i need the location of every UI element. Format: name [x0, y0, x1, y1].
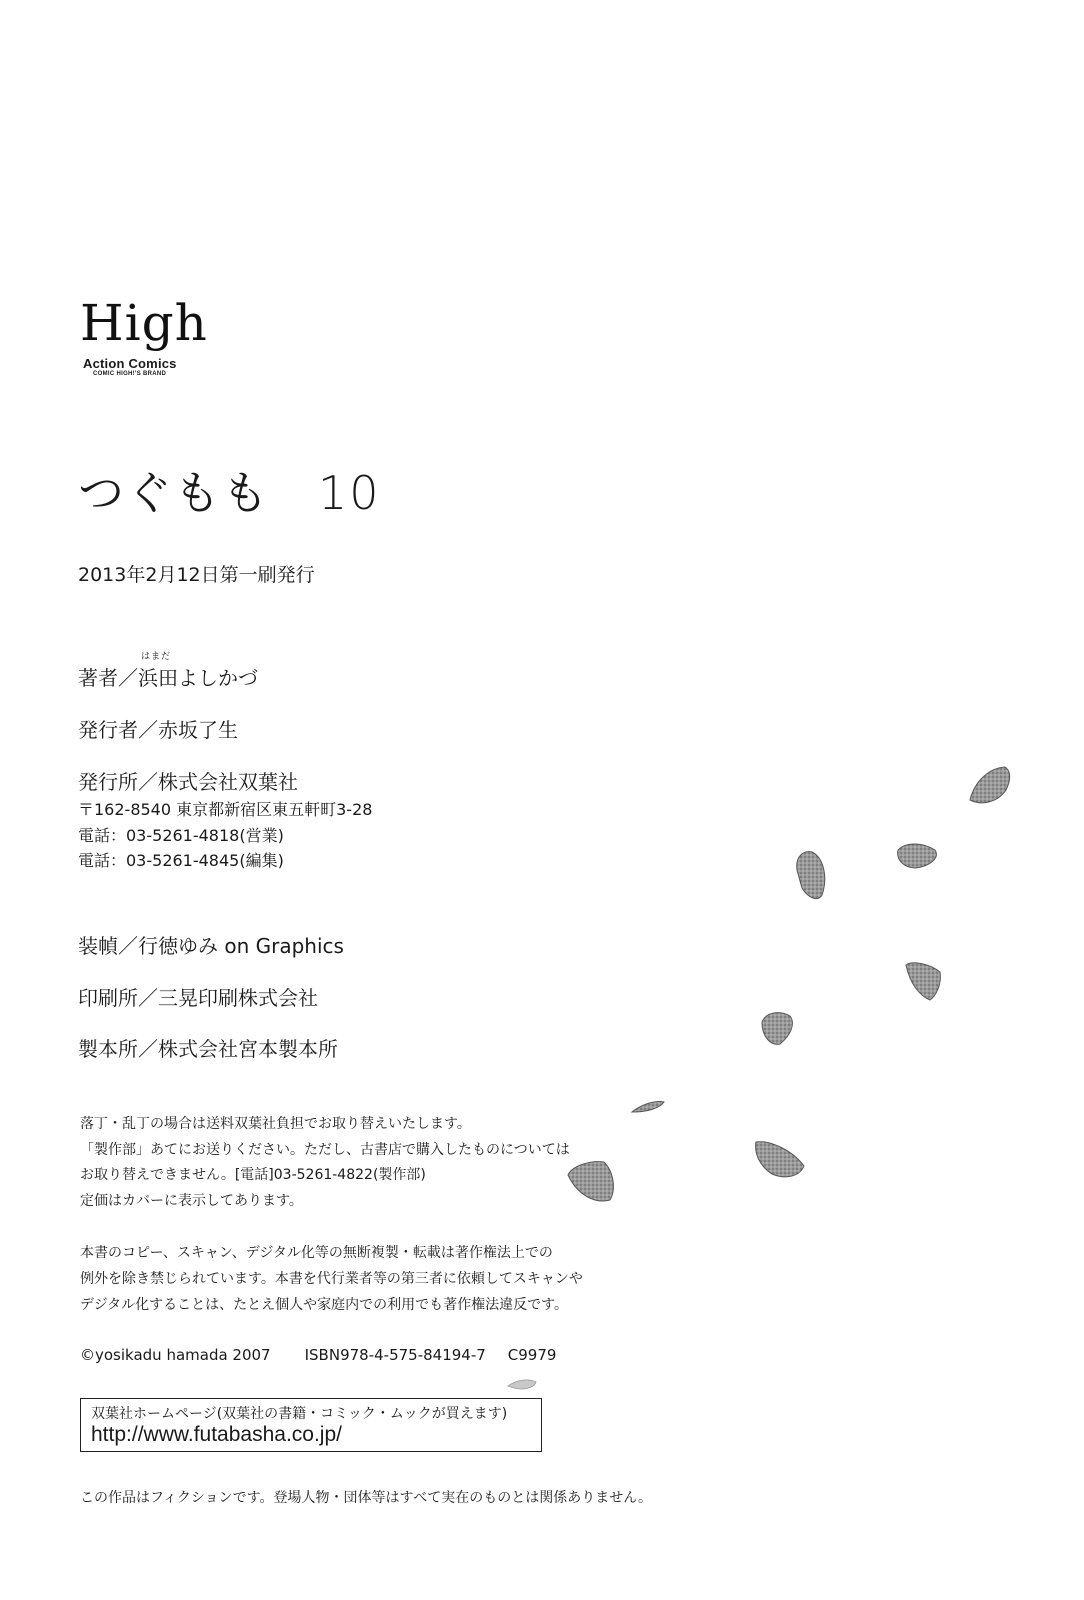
printer-credit: 印刷所／三晃印刷株式会社 — [78, 986, 318, 1010]
petal-icon — [762, 1013, 792, 1045]
copy-notice-line: デジタル化することは、たとえ個人や家庭内での利用でも著作権法違反です。 — [80, 1297, 569, 1313]
petal-icon — [906, 963, 940, 1000]
copy-notice-line: 本書のコピー、スキャン、デジタル化等の無断複製・転載は著作権法上での — [80, 1245, 553, 1261]
isbn: ISBN978-4-575-84194-7 — [304, 1346, 486, 1364]
defect-notice-line: 定価はカバーに表示してあります。 — [80, 1193, 303, 1209]
copyright: ©yosikadu hamada 2007 — [80, 1346, 271, 1364]
binder-credit: 製本所／株式会社宮本製本所 — [78, 1037, 338, 1061]
homepage-url[interactable]: http://www.futabasha.co.jp/ — [91, 1423, 342, 1446]
book-title-name: つぐもも — [78, 466, 270, 520]
imprint-logo-brand: COMIC HIGH!'S BRAND — [93, 371, 167, 377]
defect-notice-line: お取り替えできません。[電話]03-5261-4822(製作部) — [80, 1167, 426, 1183]
petal-icon — [756, 1142, 804, 1177]
design-credit: 装幀／行徳ゆみ on Graphics — [78, 934, 344, 958]
defect-notice-line: 落丁・乱丁の場合は送料双葉社負担でお取り替えいたします。 — [80, 1116, 471, 1132]
petal-icon — [632, 1101, 664, 1112]
book-volume-number: 10 — [318, 466, 381, 520]
imprint-logo-action-comics: Action Comics — [83, 356, 177, 371]
imprint-logo-high: High — [80, 294, 208, 352]
author-ruby: はまだ — [141, 652, 172, 662]
c-code: C9979 — [507, 1346, 557, 1364]
fiction-notice: この作品はフィクションです。登場人物・団体等はすべて実在のものとは関係ありません。 — [80, 1490, 653, 1506]
phone-editorial: 電話：03-5261-4845(編集) — [78, 851, 284, 870]
homepage-label: 双葉社ホームページ(双葉社の書籍・コミック・ムックが買えます) — [91, 1406, 508, 1422]
petal-icon — [970, 767, 1010, 803]
defect-notice-line: 「製作部」あてにお送りください。ただし、古書店で購入したものについては — [80, 1142, 570, 1158]
petal-icon — [508, 1380, 536, 1389]
copy-notice-line: 例外を除き禁じられています。本書を代行業者等の第三者に依頼してスキャンや — [80, 1271, 583, 1287]
publisher-company-line: 発行所／株式会社双葉社 — [78, 770, 298, 794]
petal-icon — [797, 852, 825, 899]
petal-icon — [898, 844, 937, 868]
publisher-person-line: 発行者／赤坂了生 — [78, 718, 238, 742]
publisher-address: 〒162-8540 東京都新宿区東五軒町3-28 — [78, 800, 373, 819]
publication-date: 2013年2月12日第一刷発行 — [78, 564, 315, 586]
petal-icon — [568, 1162, 613, 1201]
phone-sales: 電話：03-5261-4818(営業) — [78, 826, 284, 845]
author-name: 浜田よしかづ — [138, 666, 258, 690]
author-label: 著者／ — [78, 666, 138, 690]
